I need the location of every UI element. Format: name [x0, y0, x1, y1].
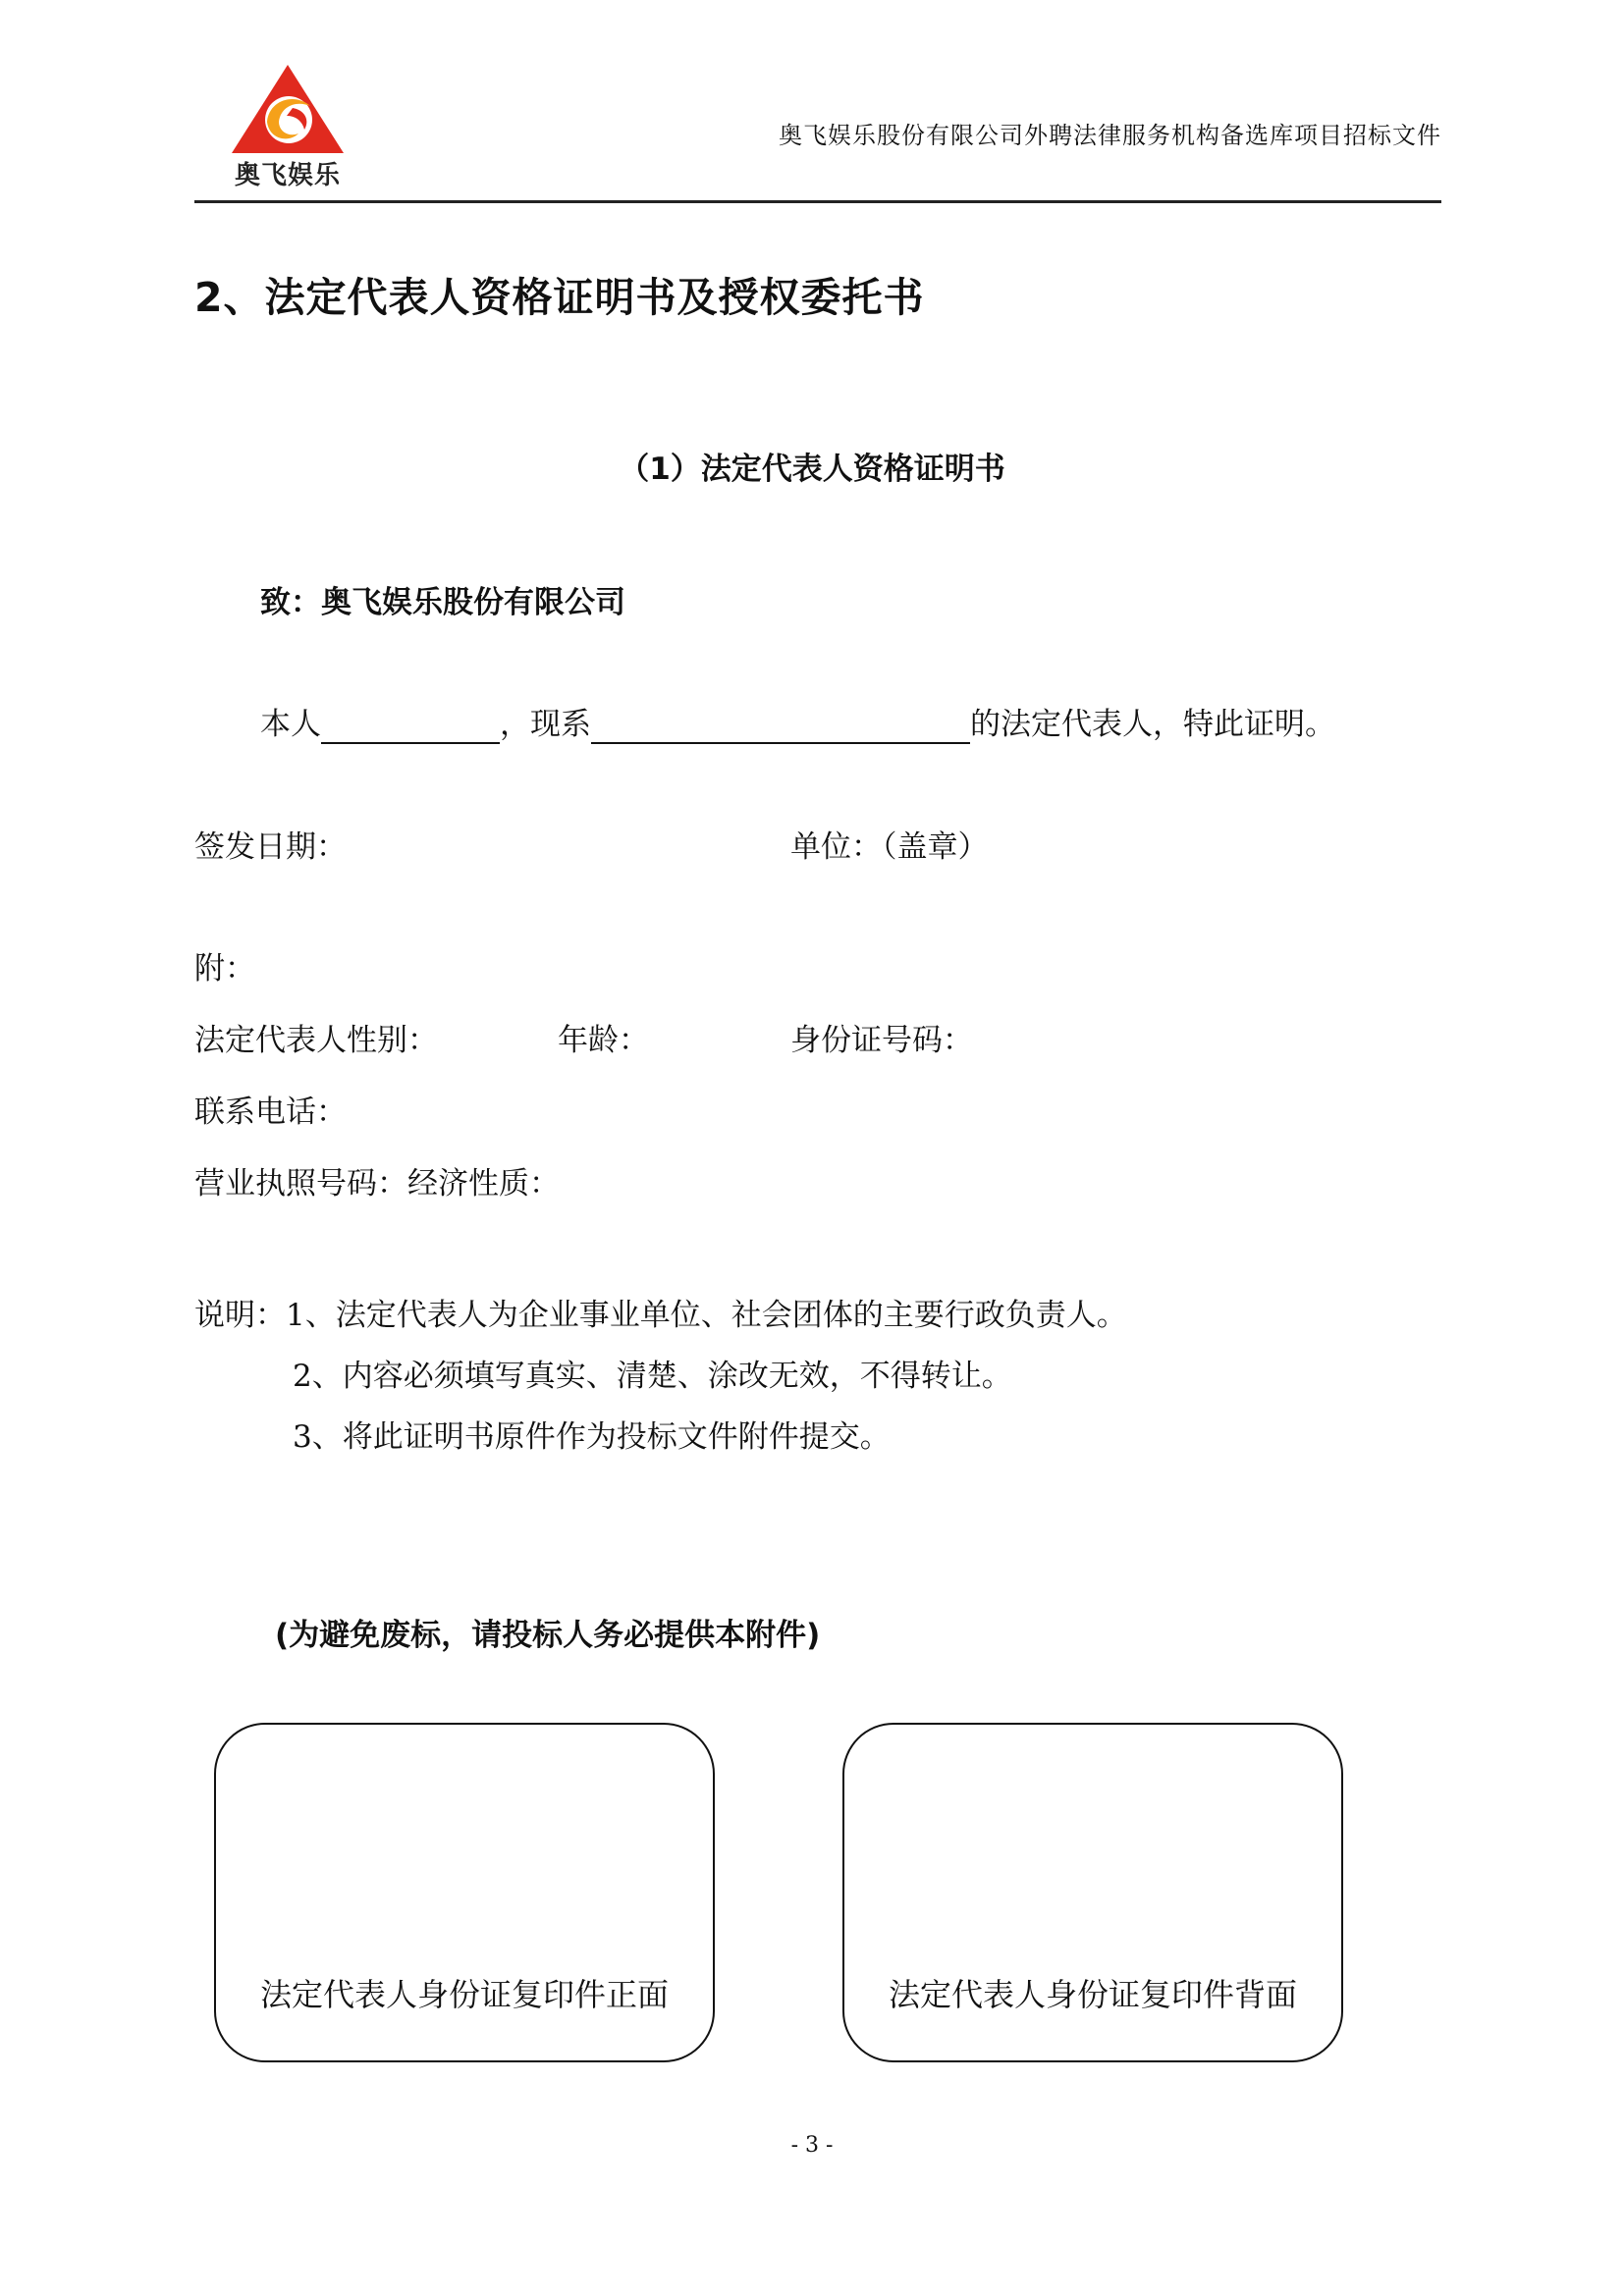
- statement-part-2: ，现系: [500, 707, 591, 742]
- license-field-label: 营业执照号码：经济性质：: [194, 1166, 560, 1201]
- id-back-label: 法定代表人身份证复印件背面: [888, 1976, 1297, 2013]
- header-divider: [194, 200, 1441, 203]
- certificate-title: （1）法定代表人资格证明书: [619, 452, 1005, 487]
- issue-date-label: 签发日期：: [194, 829, 347, 865]
- logo-text: 奥飞娱乐: [234, 161, 341, 190]
- name-blank[interactable]: [321, 709, 500, 744]
- page-number: - 3 -: [790, 2133, 834, 2158]
- attachment-label: 附：: [194, 951, 255, 987]
- company-blank[interactable]: [591, 709, 970, 744]
- id-number-field-label: 身份证号码：: [790, 1023, 973, 1058]
- note-1: 说明：1、法定代表人为企业事业单位、社会团体的主要行政负责人。: [194, 1298, 1127, 1333]
- statement-part-3: 的法定代表人，特此证明。: [970, 707, 1335, 742]
- gender-field-label: 法定代表人性别：: [194, 1023, 438, 1058]
- note-2: 2、内容必须填写真实、清楚、涂改无效，不得转让。: [293, 1359, 1012, 1394]
- company-logo: [224, 63, 352, 190]
- logo-mark-icon: [224, 63, 352, 161]
- age-field-label: 年龄：: [558, 1023, 649, 1058]
- note-3: 3、将此证明书原件作为投标文件附件提交。: [293, 1419, 891, 1455]
- id-front-box: [214, 1723, 715, 2062]
- attachment-warning: (为避免废标，请投标人务必提供本附件): [275, 1618, 821, 1653]
- statement-line: [260, 705, 1335, 744]
- addressee: 致：奥飞娱乐股份有限公司: [260, 585, 625, 620]
- section-title: 2、法定代表人资格证明书及授权委托书: [194, 274, 925, 321]
- unit-seal-label: 单位：（盖章）: [790, 829, 989, 865]
- statement-part-1: 本人: [260, 707, 321, 742]
- id-back-box: [842, 1723, 1343, 2062]
- id-front-label: 法定代表人身份证复印件正面: [259, 1976, 669, 2013]
- document-header-title: 奥飞娱乐股份有限公司外聘法律服务机构备选库项目招标文件: [779, 122, 1441, 149]
- phone-field-label: 联系电话：: [194, 1095, 347, 1130]
